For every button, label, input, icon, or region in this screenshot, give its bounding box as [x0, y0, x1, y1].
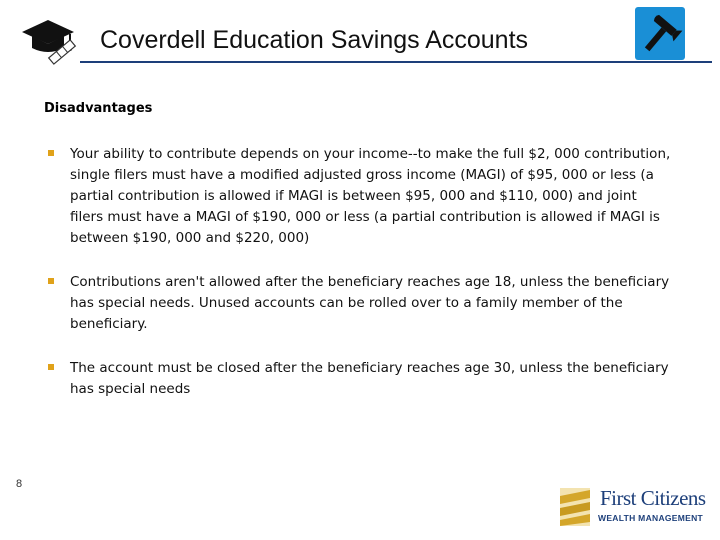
- brand-name: First Citizens: [600, 486, 706, 510]
- section-heading: Disadvantages: [44, 101, 153, 116]
- list-item: [44, 272, 674, 335]
- list-item: [44, 358, 674, 400]
- brand-mark-icon: [558, 486, 594, 528]
- brand-subtitle: WEALTH MANAGEMENT: [598, 513, 704, 523]
- hammer-icon: [634, 6, 686, 61]
- list-item: [44, 144, 674, 249]
- graduation-cap-diploma-icon: [18, 12, 88, 66]
- brand-logo: [558, 486, 708, 528]
- bullet-list: [44, 144, 674, 423]
- bullet-text: Your ability to contribute depends on your income--to make the full $2, 000 contribution, single filers must have a modified adjusted gross income (MAGI) of $95, 000 or less (a partial contribution is allowed if MAGI is between $95, 000 and $110, 000) and joint filers must have a MAGI of $190, 000 or less (a partial contribution is allowed if MAGI is between $190, 000 and $220, 000): [70, 146, 671, 246]
- bullet-marker: [48, 150, 54, 156]
- page-title: Coverdell Education Savings Accounts: [100, 26, 529, 54]
- bullet-marker: [48, 278, 54, 284]
- header-divider: [80, 61, 712, 63]
- bullet-marker: [48, 364, 54, 370]
- page-number: 8: [16, 478, 23, 490]
- bullet-text: The account must be closed after the beneficiary reaches age 30, unless the beneficiary has special needs: [70, 360, 669, 397]
- bullet-text: Contributions aren't allowed after the beneficiary reaches age 18, unless the beneficiary has special needs. Unused accounts can be rolled over to a family member of the beneficiary.: [70, 274, 670, 332]
